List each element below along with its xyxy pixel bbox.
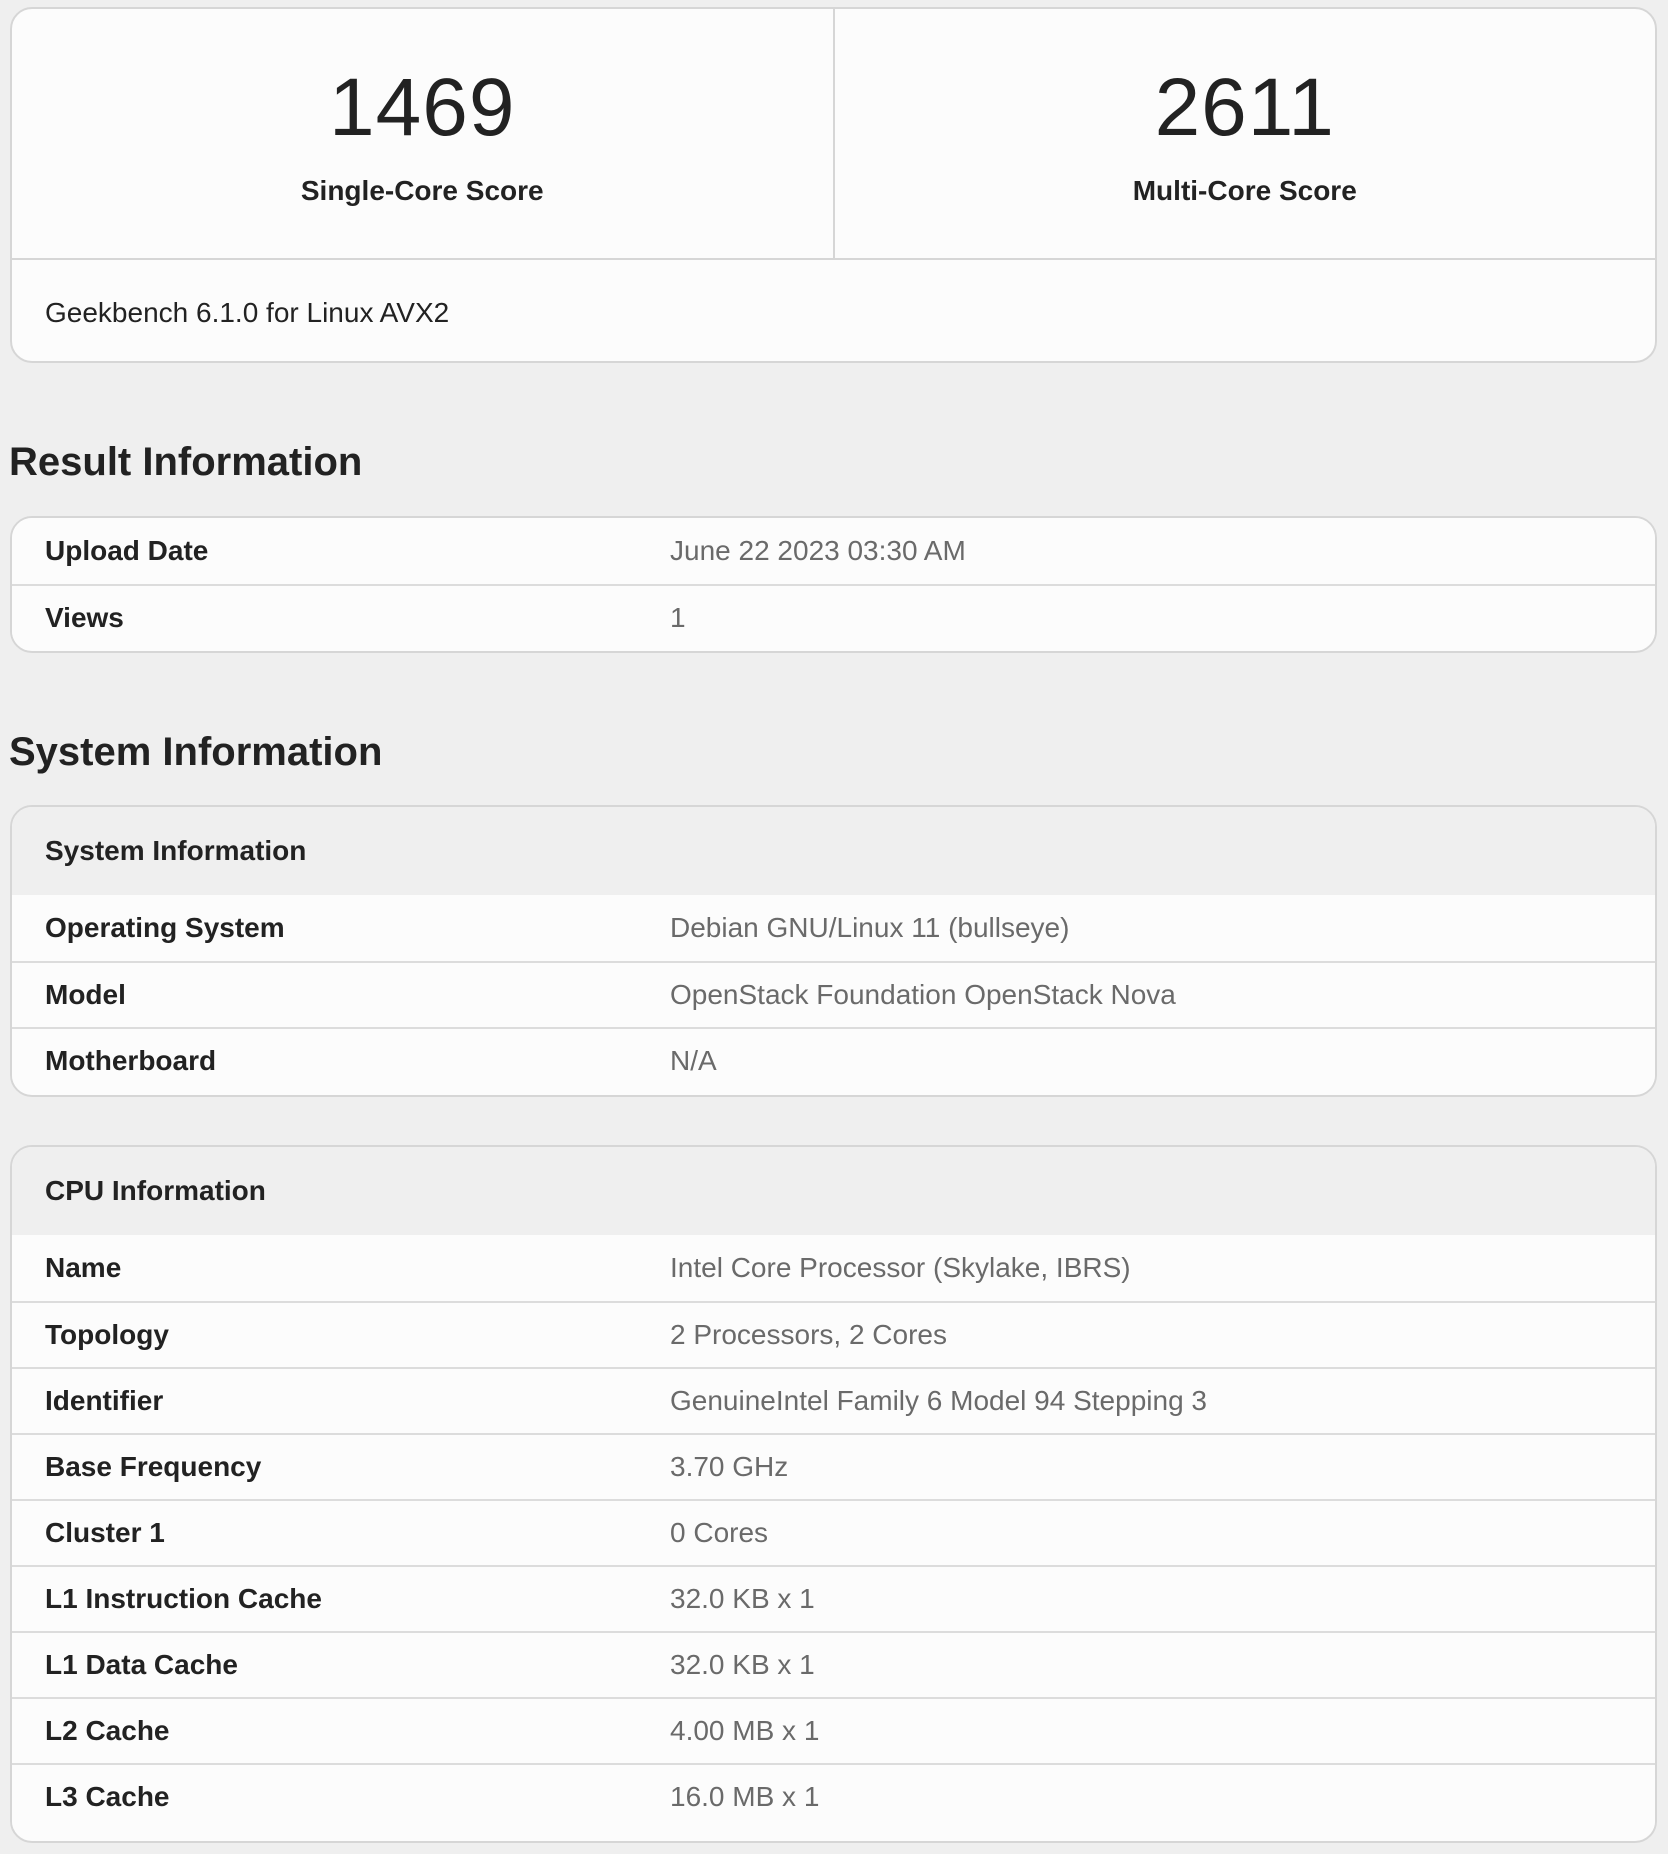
row-value: 2 Processors, 2 Cores — [670, 1319, 947, 1350]
single-core-score-value: 1469 — [329, 62, 516, 153]
table-row — [12, 1027, 1655, 1093]
result-information-heading: Result Information — [9, 440, 363, 484]
row-label: Name — [45, 1252, 122, 1283]
row-value: OpenStack Foundation OpenStack Nova — [670, 979, 1176, 1010]
table-row — [12, 1763, 1655, 1829]
row-label: Operating System — [45, 912, 285, 943]
table-row — [12, 1367, 1655, 1433]
table-row — [12, 1301, 1655, 1367]
row-label: L1 Data Cache — [45, 1649, 238, 1680]
row-label: Cluster 1 — [45, 1517, 165, 1548]
table-row — [12, 1565, 1655, 1631]
row-label: Topology — [45, 1319, 169, 1350]
row-label: Motherboard — [45, 1045, 217, 1076]
table-row — [12, 1499, 1655, 1565]
multi-core-score-label: Multi-Core Score — [1132, 175, 1357, 206]
single-core-score-cell — [12, 9, 833, 258]
row-value: Debian GNU/Linux 11 (bullseye) — [670, 912, 1070, 943]
multi-core-score-cell — [833, 9, 1656, 258]
table-row — [12, 1433, 1655, 1499]
result-information-table — [10, 516, 1657, 653]
score-card — [10, 7, 1657, 363]
table-row — [12, 518, 1655, 584]
row-value: June 22 2023 03:30 AM — [670, 535, 966, 566]
row-value: 3.70 GHz — [670, 1451, 789, 1482]
table-header: System Information — [12, 807, 1655, 895]
row-label: L2 Cache — [45, 1715, 170, 1746]
row-value: 32.0 KB x 1 — [670, 1583, 815, 1614]
row-label: Views — [45, 602, 124, 633]
row-label: L1 Instruction Cache — [45, 1583, 322, 1614]
row-label: Identifier — [45, 1385, 164, 1416]
row-value: 4.00 MB x 1 — [670, 1715, 820, 1746]
row-value: 32.0 KB x 1 — [670, 1649, 815, 1680]
table-header: CPU Information — [12, 1147, 1655, 1235]
scores-row — [12, 9, 1655, 260]
benchmark-version: Geekbench 6.1.0 for Linux AVX2 — [45, 296, 450, 328]
row-value: 0 Cores — [670, 1517, 769, 1548]
system-information-table — [10, 805, 1657, 1097]
table-row — [12, 1235, 1655, 1301]
multi-core-score-value: 2611 — [1154, 62, 1335, 153]
row-value: Intel Core Processor (Skylake, IBRS) — [670, 1252, 1131, 1283]
row-label: L3 Cache — [45, 1781, 170, 1812]
table-row — [12, 895, 1655, 961]
table-row — [12, 584, 1655, 650]
row-value: GenuineIntel Family 6 Model 94 Stepping 3 — [670, 1385, 1207, 1416]
row-label: Base Frequency — [45, 1451, 262, 1482]
single-core-score-label: Single-Core Score — [300, 175, 544, 206]
table-row — [12, 1697, 1655, 1763]
row-label: Model — [45, 979, 126, 1010]
system-information-heading: System Information — [9, 730, 383, 774]
table-row — [12, 1631, 1655, 1697]
cpu-information-table — [10, 1145, 1657, 1843]
row-label: Upload Date — [45, 535, 209, 566]
table-row — [12, 961, 1655, 1027]
row-value: 1 — [670, 602, 686, 633]
row-value: 16.0 MB x 1 — [670, 1781, 820, 1812]
row-value: N/A — [670, 1045, 717, 1076]
